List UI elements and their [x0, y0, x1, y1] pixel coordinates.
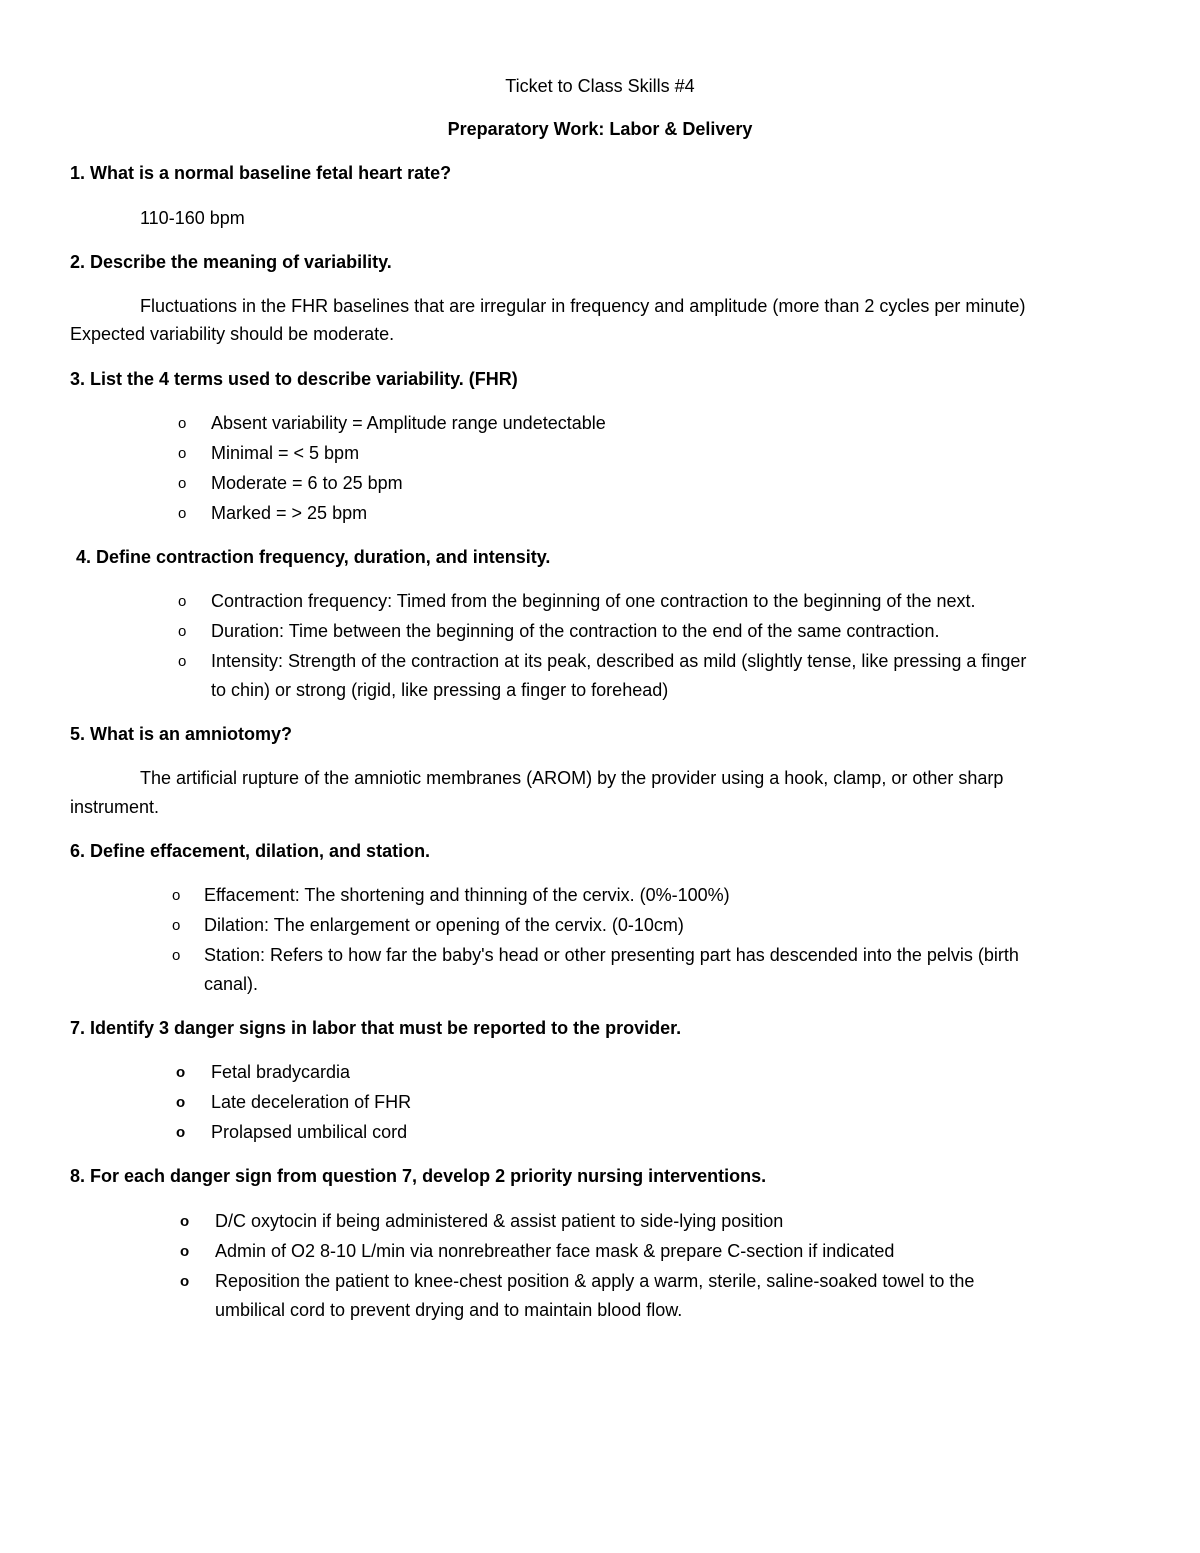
list-item: Contraction frequency: Timed from the beginning of one contraction to the beginning of the next. — [211, 591, 976, 611]
bullet-marker: o — [176, 1094, 186, 1111]
bullet-marker: o — [172, 917, 181, 934]
question-5: 5. What is an amniotomy? — [70, 724, 293, 744]
bullet-marker: o — [178, 505, 187, 522]
answer-2-line-1: Fluctuations in the FHR baselines that are irregular in frequency and amplitude (more than 2 cycles per minute) — [140, 296, 1026, 316]
list-item-continuation: canal). — [204, 974, 259, 994]
list-item: D/C oxytocin if being administered & assist patient to side-lying position — [215, 1211, 784, 1231]
list-item: Moderate = 6 to 25 bpm — [211, 473, 403, 493]
question-3: 3. List the 4 terms used to describe variability. (FHR) — [70, 369, 518, 389]
list-item: Absent variability = Amplitude range undetectable — [211, 413, 606, 433]
bullet-marker: o — [180, 1243, 190, 1260]
list-item: Minimal = < 5 bpm — [211, 443, 360, 463]
bullet-marker: o — [176, 1064, 186, 1081]
list-item: Admin of O2 8-10 L/min via nonrebreather face mask & prepare C-section if indicated — [215, 1241, 895, 1261]
bullet-marker: o — [178, 623, 187, 640]
bullet-marker: o — [178, 593, 187, 610]
list-item: Intensity: Strength of the contraction at its peak, described as mild (slightly tense, like pressing a finger — [211, 651, 1027, 671]
list-item: Duration: Time between the beginning of the contraction to the end of the same contraction. — [211, 621, 940, 641]
answer-2-line-2: Expected variability should be moderate. — [70, 324, 395, 344]
bullet-marker: o — [176, 1124, 186, 1141]
bullet-marker: o — [180, 1273, 190, 1290]
answer-5-line-2: instrument. — [70, 797, 160, 817]
bullet-marker: o — [178, 415, 187, 432]
question-7: 7. Identify 3 danger signs in labor that must be reported to the provider. — [70, 1018, 682, 1038]
question-2: 2. Describe the meaning of variability. — [70, 252, 392, 272]
list-item: Prolapsed umbilical cord — [211, 1122, 408, 1142]
list-item: Station: Refers to how far the baby's head or other presenting part has descended into the pelvis (birth — [204, 945, 1019, 965]
question-1: 1. What is a normal baseline fetal heart rate? — [70, 163, 452, 183]
bullet-marker: o — [172, 947, 181, 964]
question-6: 6. Define effacement, dilation, and station. — [70, 841, 431, 861]
list-item: Dilation: The enlargement or opening of the cervix. (0-10cm) — [204, 915, 684, 935]
list-item-continuation: to chin) or strong (rigid, like pressing a finger to forehead) — [211, 680, 669, 700]
bullet-marker: o — [178, 475, 187, 492]
bullet-marker: o — [172, 887, 181, 904]
list-item-continuation: umbilical cord to prevent drying and to maintain blood flow. — [215, 1300, 683, 1320]
bullet-marker: o — [178, 445, 187, 462]
document-subtitle: Preparatory Work: Labor & Delivery — [447, 119, 753, 139]
answer-1: 110-160 bpm — [140, 208, 245, 228]
answer-5-line-1: The artificial rupture of the amniotic membranes (AROM) by the provider using a hook, clamp, or other sharp — [140, 768, 1004, 788]
list-item: Marked = > 25 bpm — [211, 503, 368, 523]
question-4: 4. Define contraction frequency, duration, and intensity. — [76, 547, 551, 567]
list-item: Fetal bradycardia — [211, 1062, 351, 1082]
document-title: Ticket to Class Skills #4 — [505, 76, 695, 96]
bullet-marker: o — [180, 1213, 190, 1230]
list-item: Reposition the patient to knee-chest position & apply a warm, sterile, saline-soaked towel to the — [215, 1271, 975, 1291]
question-8: 8. For each danger sign from question 7, develop 2 priority nursing interventions. — [70, 1166, 767, 1186]
list-item: Late deceleration of FHR — [211, 1092, 412, 1112]
bullet-marker: o — [178, 653, 187, 670]
list-item: Effacement: The shortening and thinning of the cervix. (0%-100%) — [204, 885, 730, 905]
